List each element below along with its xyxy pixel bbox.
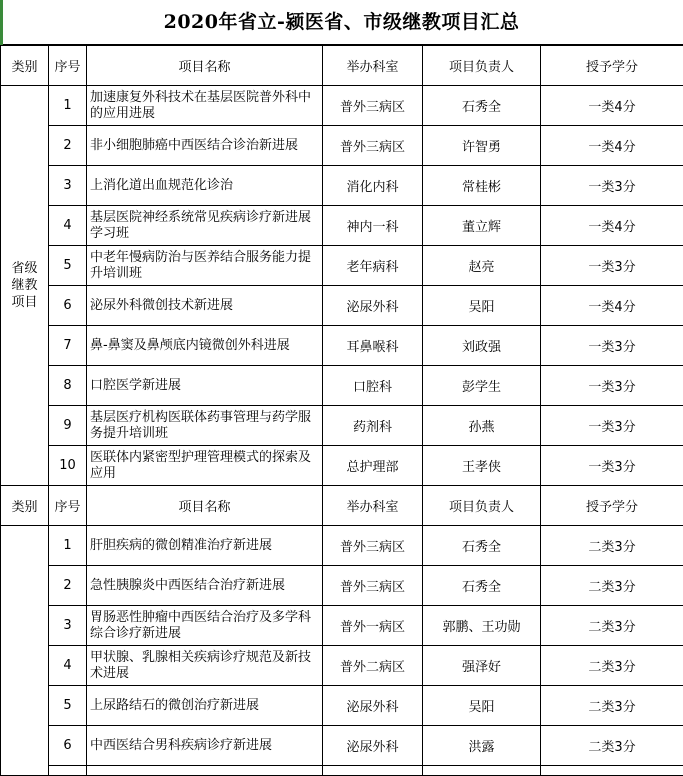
project-name-cell[interactable]: 泌尿外科微创技术新进展 [87,286,323,326]
index-cell[interactable]: 6 [49,726,87,766]
credit-cell[interactable]: 一类3分 [541,366,683,406]
dept-cell[interactable]: 普外三病区 [323,86,423,126]
table-row [1,326,683,366]
table-row [1,86,683,126]
project-name-cell[interactable]: 基层医院神经系统常见疾病诊疗新进展学习班 [87,206,323,246]
project-name-cell[interactable]: 中老年慢病防治与医养结合服务能力提升培训班 [87,246,323,286]
table-row [1,606,683,646]
credit-cell[interactable]: 一类4分 [541,286,683,326]
empty-cell[interactable] [323,766,423,776]
header-category[interactable]: 类别 [1,486,49,526]
project-name-cell[interactable]: 基层医疗机构医联体药事管理与药学服务提升培训班 [87,406,323,446]
leader-cell[interactable]: 洪露 [423,726,541,766]
index-cell[interactable]: 1 [49,86,87,126]
leader-cell[interactable]: 吴阳 [423,286,541,326]
leader-cell[interactable]: 吴阳 [423,686,541,726]
leader-cell[interactable]: 石秀全 [423,86,541,126]
empty-cell[interactable] [423,766,541,776]
empty-cell[interactable] [49,766,87,776]
header-leader[interactable]: 项目负责人 [423,46,541,86]
header-dept[interactable]: 举办科室 [323,486,423,526]
header-dept[interactable]: 举办科室 [323,46,423,86]
dept-cell[interactable]: 总护理部 [323,446,423,486]
credit-cell[interactable]: 一类3分 [541,166,683,206]
dept-cell[interactable]: 老年病科 [323,246,423,286]
project-name-cell[interactable]: 口腔医学新进展 [87,366,323,406]
credit-cell[interactable]: 一类3分 [541,446,683,486]
dept-cell[interactable]: 普外一病区 [323,606,423,646]
leader-cell[interactable]: 石秀全 [423,526,541,566]
section2-header-row [1,486,683,526]
index-cell[interactable]: 2 [49,126,87,166]
dept-cell[interactable]: 消化内科 [323,166,423,206]
index-cell[interactable]: 3 [49,166,87,206]
project-name-cell[interactable]: 甲状腺、乳腺相关疾病诊疗规范及新技术进展 [87,646,323,686]
dept-cell[interactable]: 耳鼻喉科 [323,326,423,366]
index-cell[interactable]: 1 [49,526,87,566]
credit-cell[interactable]: 一类3分 [541,406,683,446]
leader-cell[interactable]: 常桂彬 [423,166,541,206]
header-name[interactable]: 项目名称 [87,486,323,526]
dept-cell[interactable]: 普外三病区 [323,526,423,566]
leader-cell[interactable]: 王孝侠 [423,446,541,486]
project-name-cell[interactable]: 中西医结合男科疾病诊疗新进展 [87,726,323,766]
table-row [1,366,683,406]
project-table [0,45,683,776]
credit-cell[interactable]: 二类3分 [541,526,683,566]
project-name-cell[interactable]: 非小细胞肺癌中西医结合诊治新进展 [87,126,323,166]
table-row [1,766,683,776]
category-label: 省级继教项目 [11,260,39,311]
project-name-cell[interactable]: 肝胆疾病的微创精准治疗新进展 [87,526,323,566]
project-name-cell[interactable]: 加速康复外科技术在基层医院普外科中的应用进展 [87,86,323,126]
credit-cell[interactable]: 一类4分 [541,86,683,126]
dept-cell[interactable]: 普外二病区 [323,646,423,686]
leader-cell[interactable]: 董立辉 [423,206,541,246]
project-name-cell[interactable]: 上消化道出血规范化诊治 [87,166,323,206]
project-name-cell[interactable]: 急性胰腺炎中西医结合治疗新进展 [87,566,323,606]
table-row [1,126,683,166]
dept-cell[interactable]: 药剂科 [323,406,423,446]
title-row [0,0,683,45]
dept-cell[interactable]: 口腔科 [323,366,423,406]
index-cell[interactable]: 7 [49,326,87,366]
project-name-cell[interactable]: 鼻-鼻窦及鼻颅底内镜微创外科进展 [87,326,323,366]
header-leader[interactable]: 项目负责人 [423,486,541,526]
header-category[interactable]: 类别 [1,46,49,86]
leader-cell[interactable]: 彭学生 [423,366,541,406]
table-row [1,246,683,286]
dept-cell[interactable]: 泌尿外科 [323,286,423,326]
header-credit[interactable]: 授予学分 [541,486,683,526]
section1-header-row [1,46,683,86]
empty-cell[interactable] [541,766,683,776]
index-cell[interactable]: 5 [49,246,87,286]
section1-category-cell[interactable] [1,86,49,486]
header-name[interactable]: 项目名称 [87,46,323,86]
credit-cell[interactable]: 二类3分 [541,726,683,766]
credit-cell[interactable]: 一类4分 [541,126,683,166]
index-cell[interactable]: 4 [49,206,87,246]
project-name-cell[interactable]: 胃肠恶性肿瘤中西医结合治疗及多学科综合诊疗新进展 [87,606,323,646]
section2-category-cell[interactable] [1,526,49,776]
table-row [1,646,683,686]
leader-cell[interactable]: 郭鹏、王功勋 [423,606,541,646]
table-row [1,166,683,206]
index-cell[interactable]: 4 [49,646,87,686]
leader-cell[interactable]: 强泽好 [423,646,541,686]
table-row [1,406,683,446]
index-cell[interactable]: 2 [49,566,87,606]
index-cell[interactable]: 5 [49,686,87,726]
leader-cell[interactable]: 石秀全 [423,566,541,606]
table-row [1,206,683,246]
table-row [1,726,683,766]
credit-cell[interactable]: 二类3分 [541,566,683,606]
credit-cell[interactable]: 一类3分 [541,246,683,286]
leader-cell[interactable]: 赵亮 [423,246,541,286]
leader-cell[interactable]: 孙燕 [423,406,541,446]
index-cell[interactable]: 9 [49,406,87,446]
empty-cell[interactable] [87,766,323,776]
table-row [1,526,683,566]
index-cell[interactable]: 3 [49,606,87,646]
table-row [1,566,683,606]
leader-cell[interactable]: 许智勇 [423,126,541,166]
project-name-cell[interactable]: 上尿路结石的微创治疗新进展 [87,686,323,726]
table-row [1,686,683,726]
dept-cell[interactable]: 泌尿外科 [323,686,423,726]
index-cell[interactable]: 8 [49,366,87,406]
table-row [1,446,683,486]
credit-cell[interactable]: 二类3分 [541,646,683,686]
credit-cell[interactable]: 二类3分 [541,686,683,726]
project-name-cell[interactable]: 医联体内紧密型护理管理模式的探索及应用 [87,446,323,486]
credit-cell[interactable]: 一类3分 [541,326,683,366]
dept-cell[interactable]: 普外三病区 [323,126,423,166]
leader-cell[interactable]: 刘政强 [423,326,541,366]
index-cell[interactable]: 6 [49,286,87,326]
dept-cell[interactable]: 普外三病区 [323,566,423,606]
header-index[interactable]: 序号 [49,46,87,86]
header-credit[interactable]: 授予学分 [541,46,683,86]
dept-cell[interactable]: 泌尿外科 [323,726,423,766]
index-cell[interactable]: 10 [49,446,87,486]
table-row [1,286,683,326]
dept-cell[interactable]: 神内一科 [323,206,423,246]
page-title: 2020年省立-颍医省、市级继教项目汇总 [0,0,683,45]
credit-cell[interactable]: 一类4分 [541,206,683,246]
credit-cell[interactable]: 二类3分 [541,606,683,646]
header-index[interactable]: 序号 [49,486,87,526]
